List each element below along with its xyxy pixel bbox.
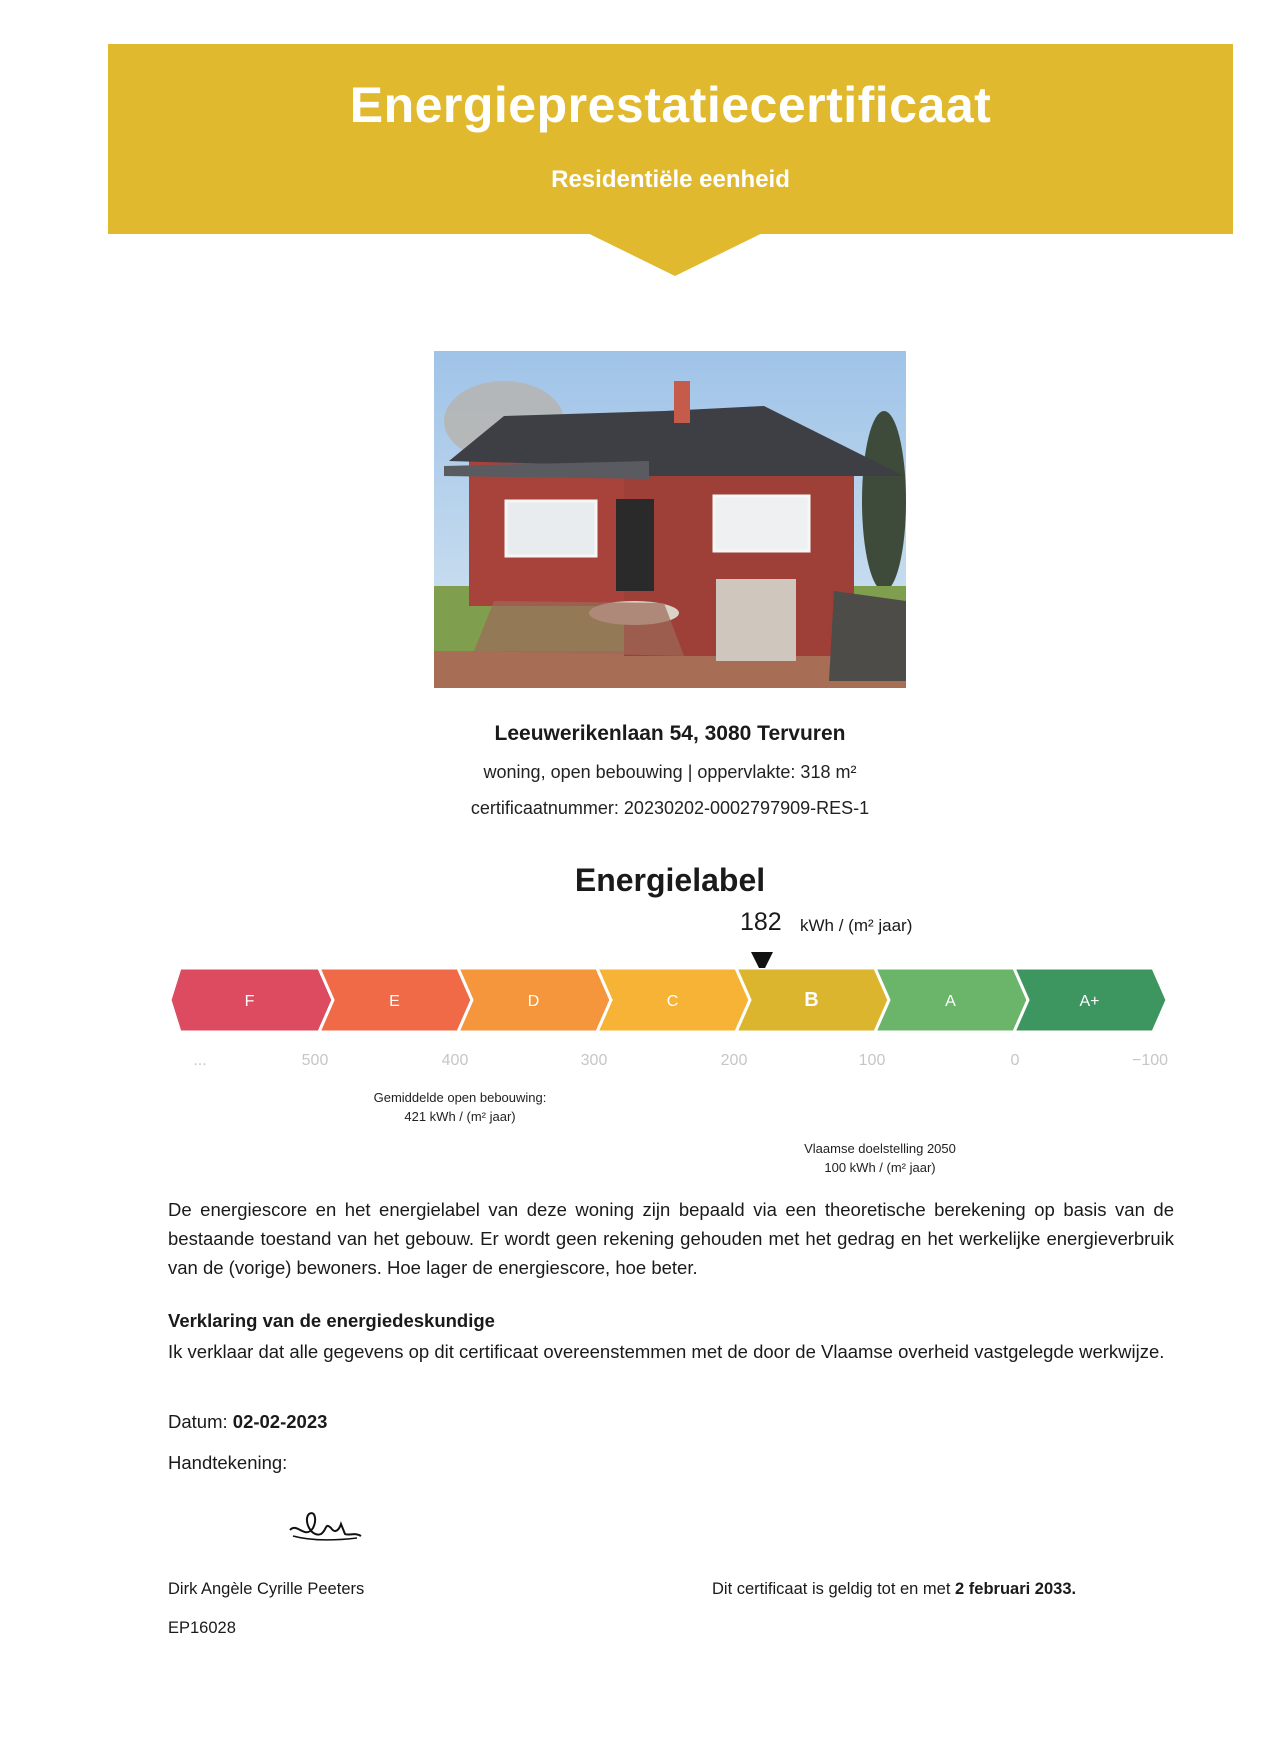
house-photo [434, 351, 906, 688]
signature-label: Handtekening: [168, 1452, 288, 1473]
scale-tick: 300 [580, 1052, 608, 1069]
label-text-a: A [945, 993, 956, 1010]
signature-image [285, 1500, 365, 1550]
property-type: woning, open bebouwing | oppervlakte: 318 m² [483, 762, 857, 782]
page-subtitle: Residentiële eenheid [551, 166, 790, 193]
label-text-aplus: A+ [1079, 993, 1100, 1010]
property-address: Leeuwerikenlaan 54, 3080 Tervuren [494, 722, 846, 745]
energy-label-scale [170, 968, 1170, 1040]
target-title: Vlaamse doelstelling 2050 [804, 1141, 956, 1156]
declaration-heading: Verklaring van de energiedeskundige [168, 1310, 495, 1331]
label-text-f: F [244, 993, 255, 1010]
date-row [168, 1411, 327, 1433]
validity-row [712, 1580, 1076, 1599]
energy-label-heading: Energielabel [574, 862, 766, 898]
certificate-number: certificaatnummer: 20230202-0002797909-RES-1 [470, 798, 870, 818]
energy-score: 182 [740, 908, 782, 936]
scale-tick: 400 [441, 1052, 469, 1069]
average-note [330, 1088, 590, 1126]
declaration-text: Ik verklaar dat alle gegevens op dit certificaat overeenstemmen met de door de Vlaamse overheid vastgelegde werkwijze. [168, 1341, 1165, 1362]
explanation-paragraph: De energiescore en het energielabel van deze woning zijn bepaald via een theoretische berekening op basis van de bestaande toestand van het gebouw. Er wordt geen rekening gehouden met het gedrag en het werkelijke energieverbruik van de (vorige) bewoners. Hoe lager de energiescore, hoe beter. [168, 1199, 1174, 1278]
label-text-d: D [527, 993, 540, 1010]
expert-id: EP16028 [168, 1619, 236, 1637]
scale-tick: 0 [1010, 1052, 1020, 1069]
scale-tick: 200 [720, 1052, 748, 1069]
scale-tick: −100 [1131, 1052, 1169, 1069]
label-text-b: B [804, 989, 819, 1011]
average-title: Gemiddelde open bebouwing: [373, 1090, 547, 1105]
date-label: Datum: [168, 1411, 228, 1432]
scale-ticks [0, 1052, 1275, 1074]
page-title: Energieprestatiecertificaat [349, 77, 992, 133]
target-note [760, 1139, 1000, 1177]
validity-date: 2 februari 2033. [955, 1580, 1077, 1598]
validity-text: Dit certificaat is geldig tot en met [712, 1580, 951, 1598]
date-value: 02-02-2023 [232, 1411, 328, 1432]
scale-tick: 100 [858, 1052, 886, 1069]
scale-tick: ... [193, 1052, 207, 1069]
expert-name: Dirk Angèle Cyrille Peeters [168, 1580, 365, 1598]
average-value: 421 kWh / (m² jaar) [404, 1109, 516, 1124]
scale-tick: 500 [301, 1052, 329, 1069]
energy-score-unit: kWh / (m² jaar) [800, 916, 913, 935]
label-text-e: E [389, 993, 400, 1010]
label-text-c: C [666, 993, 679, 1010]
target-value: 100 kWh / (m² jaar) [824, 1160, 936, 1175]
